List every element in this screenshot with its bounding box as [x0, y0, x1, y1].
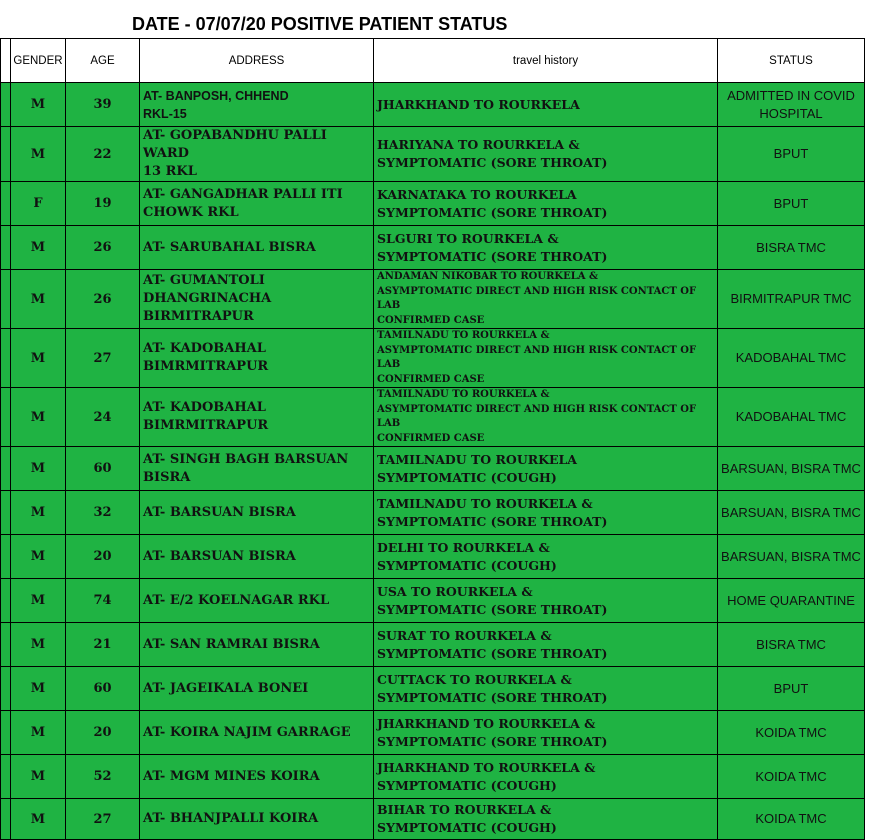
status-cell[interactable]: BIRMITRAPUR TMC — [718, 270, 865, 329]
row-prev-column-cell[interactable] — [1, 667, 11, 711]
travel-history-cell[interactable]: TAMILNADU TO ROURKELA & SYMPTOMATIC (SORE THROAT) — [374, 491, 718, 535]
row-prev-column-cell[interactable] — [1, 270, 11, 329]
table-row — [1, 388, 865, 447]
address-cell[interactable]: AT- BHANJPALLI KOIRA — [140, 799, 374, 840]
table-body — [1, 83, 865, 840]
row-prev-column-cell[interactable] — [1, 535, 11, 579]
status-cell[interactable]: BARSUAN, BISRA TMC — [718, 447, 865, 491]
gender-cell[interactable]: M — [11, 755, 66, 799]
gender-cell[interactable]: F — [11, 182, 66, 226]
gender-cell[interactable]: M — [11, 329, 66, 388]
patient-status-table — [0, 38, 865, 840]
table-row — [1, 535, 865, 579]
gender-cell[interactable]: M — [11, 388, 66, 447]
age-cell[interactable]: 27 — [66, 799, 140, 840]
address-cell[interactable]: AT- BARSUAN BISRA — [140, 535, 374, 579]
status-cell[interactable]: ADMITTED IN COVID HOSPITAL — [718, 83, 865, 127]
age-cell[interactable]: 39 — [66, 83, 140, 127]
age-cell[interactable]: 74 — [66, 579, 140, 623]
gender-cell[interactable]: M — [11, 226, 66, 270]
gender-cell[interactable]: M — [11, 711, 66, 755]
table-row — [1, 799, 865, 840]
travel-history-cell[interactable]: JHARKHAND TO ROURKELA & SYMPTOMATIC (COUGH) — [374, 755, 718, 799]
travel-history-cell[interactable]: SLGURI TO ROURKELA & SYMPTOMATIC (SORE THROAT) — [374, 226, 718, 270]
age-cell[interactable]: 32 — [66, 491, 140, 535]
travel-history-cell[interactable]: TAMILNADU TO ROURKELA & ASYMPTOMATIC DIRECT AND HIGH RISK CONTACT OF LAB CONFIRMED CASE — [374, 329, 718, 388]
patient-table-container — [0, 38, 878, 840]
row-prev-column-cell[interactable] — [1, 447, 11, 491]
gender-cell[interactable]: M — [11, 667, 66, 711]
row-prev-column-cell[interactable] — [1, 388, 11, 447]
sheet-title: DATE - 07/07/20 POSITIVE PATIENT STATUS — [132, 14, 508, 34]
table-row — [1, 329, 865, 388]
travel-history-cell[interactable]: CUTTACK TO ROURKELA & SYMPTOMATIC (SORE THROAT) — [374, 667, 718, 711]
address-cell[interactable]: AT- GUMANTOLI DHANGRINACHA BIRMITRAPUR — [140, 270, 374, 329]
address-cell[interactable]: AT- SARUBAHAL BISRA — [140, 226, 374, 270]
status-cell[interactable]: BPUT — [718, 667, 865, 711]
age-cell[interactable]: 21 — [66, 623, 140, 667]
table-row — [1, 226, 865, 270]
table-row — [1, 182, 865, 226]
row-prev-column-cell[interactable] — [1, 755, 11, 799]
gender-cell[interactable]: M — [11, 447, 66, 491]
age-cell[interactable]: 26 — [66, 226, 140, 270]
age-cell[interactable]: 22 — [66, 127, 140, 182]
row-prev-column-cell[interactable] — [1, 711, 11, 755]
address-cell[interactable]: AT- MGM MINES KOIRA — [140, 755, 374, 799]
header-cell-status[interactable]: STATUS — [718, 39, 865, 83]
address-cell[interactable]: AT- SAN RAMRAI BISRA — [140, 623, 374, 667]
gender-cell[interactable]: M — [11, 799, 66, 840]
table-row — [1, 127, 865, 182]
row-prev-column-cell[interactable] — [1, 127, 11, 182]
table-row — [1, 623, 865, 667]
gender-cell[interactable]: M — [11, 579, 66, 623]
travel-history-cell[interactable]: BIHAR TO ROURKELA & SYMPTOMATIC (COUGH) — [374, 799, 718, 840]
status-cell[interactable]: BPUT — [718, 127, 865, 182]
travel-history-cell[interactable]: USA TO ROURKELA & SYMPTOMATIC (SORE THROAT) — [374, 579, 718, 623]
address-cell[interactable]: AT- JAGEIKALA BONEI — [140, 667, 374, 711]
table-row — [1, 579, 865, 623]
table-row — [1, 755, 865, 799]
gender-cell[interactable]: M — [11, 535, 66, 579]
age-cell[interactable]: 27 — [66, 329, 140, 388]
table-row — [1, 270, 865, 329]
address-cell[interactable]: AT- KADOBAHAL BIMRMITRAPUR — [140, 329, 374, 388]
travel-history-cell[interactable]: DELHI TO ROURKELA & SYMPTOMATIC (COUGH) — [374, 535, 718, 579]
travel-history-cell[interactable]: KARNATAKA TO ROURKELA SYMPTOMATIC (SORE THROAT) — [374, 182, 718, 226]
travel-history-cell[interactable]: SURAT TO ROURKELA & SYMPTOMATIC (SORE THROAT) — [374, 623, 718, 667]
table-row — [1, 491, 865, 535]
row-prev-column-cell[interactable] — [1, 579, 11, 623]
row-prev-column-cell[interactable] — [1, 182, 11, 226]
travel-history-cell[interactable]: HARIYANA TO ROURKELA & SYMPTOMATIC (SORE THROAT) — [374, 127, 718, 182]
status-cell[interactable]: KADOBAHAL TMC — [718, 329, 865, 388]
status-cell[interactable]: BARSUAN, BISRA TMC — [718, 491, 865, 535]
address-cell[interactable]: AT- E/2 KOELNAGAR RKL — [140, 579, 374, 623]
age-cell[interactable]: 60 — [66, 667, 140, 711]
row-prev-column-cell[interactable] — [1, 491, 11, 535]
table-row — [1, 447, 865, 491]
address-cell[interactable]: AT- BANPOSH, CHHEND RKL-15 — [140, 83, 374, 127]
status-cell[interactable]: BISRA TMC — [718, 226, 865, 270]
gender-cell[interactable]: M — [11, 491, 66, 535]
status-cell[interactable]: KOIDA TMC — [718, 755, 865, 799]
row-prev-column-cell[interactable] — [1, 799, 11, 840]
status-cell[interactable]: BISRA TMC — [718, 623, 865, 667]
row-prev-column-cell[interactable] — [1, 226, 11, 270]
gender-cell[interactable]: M — [11, 83, 66, 127]
status-cell[interactable]: KADOBAHAL TMC — [718, 388, 865, 447]
travel-history-cell[interactable]: JHARKHAND TO ROURKELA — [374, 83, 718, 127]
address-cell[interactable]: AT- SINGH BAGH BARSUAN BISRA — [140, 447, 374, 491]
age-cell[interactable]: 60 — [66, 447, 140, 491]
table-row — [1, 667, 865, 711]
age-cell[interactable]: 52 — [66, 755, 140, 799]
status-cell[interactable]: KOIDA TMC — [718, 711, 865, 755]
travel-history-cell[interactable]: TAMILNADU TO ROURKELA & ASYMPTOMATIC DIRECT AND HIGH RISK CONTACT OF LAB CONFIRMED CASE — [374, 388, 718, 447]
table-row — [1, 83, 865, 127]
address-cell[interactable]: AT- KOIRA NAJIM GARRAGE — [140, 711, 374, 755]
age-cell[interactable]: 24 — [66, 388, 140, 447]
travel-history-cell[interactable]: TAMILNADU TO ROURKELA SYMPTOMATIC (COUGH) — [374, 447, 718, 491]
age-cell[interactable]: 19 — [66, 182, 140, 226]
row-prev-column-cell[interactable] — [1, 329, 11, 388]
status-cell[interactable]: KOIDA TMC — [718, 799, 865, 840]
address-cell[interactable]: AT- BARSUAN BISRA — [140, 491, 374, 535]
gender-cell[interactable]: M — [11, 127, 66, 182]
status-cell[interactable]: BPUT — [718, 182, 865, 226]
age-cell[interactable]: 26 — [66, 270, 140, 329]
travel-history-cell[interactable]: JHARKHAND TO ROURKELA & SYMPTOMATIC (SORE THROAT) — [374, 711, 718, 755]
header-cell-address[interactable]: ADDRESS — [140, 39, 374, 83]
header-cell-age[interactable]: AGE — [66, 39, 140, 83]
header-cell-prev-column[interactable] — [1, 39, 11, 83]
address-cell[interactable]: AT- GANGADHAR PALLI ITI CHOWK RKL — [140, 182, 374, 226]
age-cell[interactable]: 20 — [66, 711, 140, 755]
gender-cell[interactable]: M — [11, 270, 66, 329]
address-cell[interactable]: AT- GOPABANDHU PALLI WARD 13 RKL — [140, 127, 374, 182]
row-prev-column-cell[interactable] — [1, 623, 11, 667]
age-cell[interactable]: 20 — [66, 535, 140, 579]
table-row — [1, 711, 865, 755]
header-row — [1, 39, 865, 83]
address-cell[interactable]: AT- KADOBAHAL BIMRMITRAPUR — [140, 388, 374, 447]
status-cell[interactable]: HOME QUARANTINE — [718, 579, 865, 623]
status-cell[interactable]: BARSUAN, BISRA TMC — [718, 535, 865, 579]
header-cell-travel-history[interactable]: travel history — [374, 39, 718, 83]
row-prev-column-cell[interactable] — [1, 83, 11, 127]
header-cell-gender[interactable]: GENDER — [11, 39, 66, 83]
travel-history-cell[interactable]: ANDAMAN NIKOBAR TO ROURKELA & ASYMPTOMATIC DIRECT AND HIGH RISK CONTACT OF LAB CONFIRMED CASE — [374, 270, 718, 329]
gender-cell[interactable]: M — [11, 623, 66, 667]
